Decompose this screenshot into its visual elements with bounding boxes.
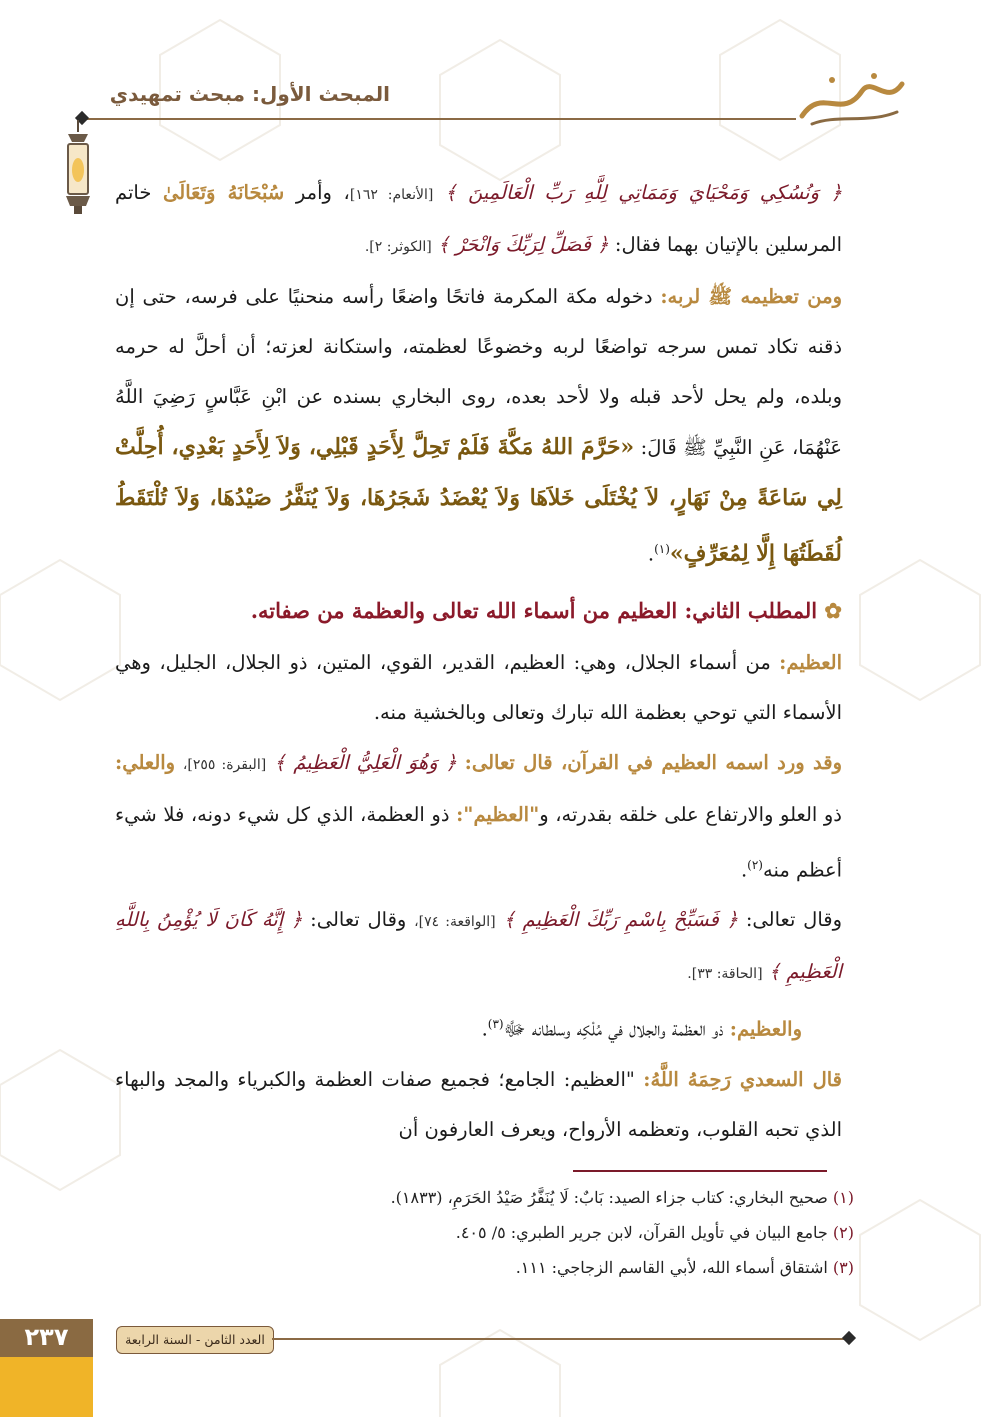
verse-reference: [الأنعام: ١٦٢]	[349, 187, 434, 203]
hadith-quote: «حَرَّمَ اللهُ مَكَّةَ فَلَمْ تَحِلَّ لِأَحَدٍ قَبْلِي، وَلاَ لِأَحَدٍ بَعْدِي، أُحِلَّتْ لِي سَاعَةً مِنْ نَهَارٍ، لاَ يُخْتَلَى خَلاَهَا وَلاَ يُعْضَدُ شَجَرُهَا، وَلاَ يُنَفَّرُ صَيْدُهَا، وَلاَ تُلْتَقَطُ لُقَطَتُهَا إِلَّا لِمُعَرِّفٍ»	[115, 434, 842, 567]
text: وقال تعالى:	[310, 908, 407, 931]
footnote-marker: (٢)	[747, 857, 763, 872]
paragraph-6: والعظيم: ذو العظمة والجلال في مُلْكِه وسلطانه ﷻ$^{(٣)}$.	[481, 1017, 802, 1041]
text: خاتم المرسلين بالإتيان بهما فقال:	[115, 181, 842, 256]
text: دخوله مكة المكرمة فاتحًا واضعًا رأسه منحنيًا على فرسه، حتى إن ذقنه تكاد تمس سرجه تواضعًا لربه وخضوعًا لعظمته، واستكانة لعزته؛ أن أحلَّ له حرمه وبلده، ولم يحل لأحد قبله ولا لأحد بعده، روى البخاري بسنده عن ابْنِ عَبَّاسٍ رَضِيَ اللَّهُ عَنْهُمَا، عَنِ النَّبِيِّ ﷺ قَالَ:	[115, 285, 842, 459]
footnote-item: (١) صحيح البخاري: كتاب جزاء الصيد: بَابٌ: لَا يُنَفَّرُ صَيْدُ الحَرَمِ، (١٨٣٣).	[390, 1188, 854, 1207]
text: من أسماء الجلال، وهي: العظيم، القدير، القوي، المتين، ذو الجلال، الجليل، وهي الأسماء التي توحي بعظمة الله تبارك وتعالى وبالخشية منه.	[115, 650, 842, 724]
verse-reference: [البقرة: ٢٥٥]،	[182, 756, 267, 773]
footnote-item: (٣) اشتقاق أسماء الله، لأبي القاسم الزجاجي: ١١١.	[515, 1258, 854, 1277]
section-title: المبحث الأول: مبحث تمهيدي	[109, 82, 390, 106]
quran-verse: ﴿ وَهُوَ الْعَلِيُّ الْعَظِيمُ ﴾	[273, 750, 457, 774]
paragraph-lead: ومن تعظيمه ﷺ لربه:	[660, 285, 843, 308]
page-header	[0, 60, 1004, 130]
header-rule	[84, 118, 796, 120]
footnote-marker: (٣)	[487, 1017, 504, 1031]
footnote-separator	[573, 1170, 827, 1172]
text: ذو العلو والارتفاع على خلقه بقدرته، و	[539, 802, 842, 826]
quran-verse: ﴿ إِنَّهُ كَانَ لَا يُؤْمِنُ بِاللَّهِ الْعَظِيمِ ﴾	[115, 908, 842, 983]
paragraph-5	[115, 895, 842, 999]
term-label: "العظيم":	[456, 802, 540, 826]
paragraph-7	[115, 1055, 842, 1155]
footnotes	[154, 1180, 854, 1285]
verse-reference: [الواقعة: ٧٤]،	[414, 914, 496, 930]
text: ، وأمر	[295, 181, 350, 204]
issue-label: العدد الثامن - السنة الرابعة	[116, 1326, 274, 1354]
star-ornament-icon: ✿	[824, 597, 842, 623]
text: ذو العظمة والجلال في مُلْكِه وسلطانه ﷻ	[503, 1017, 724, 1041]
paragraph-4: وقد ورد اسمه العظيم في القرآن، قال تعالى: ﴿ وَهُوَ الْعَلِيُّ الْعَظِيمُ ﴾ [البقرة: ٢٥٥]، والعلي: ذو العلو والارتفاع على خلقه بقدرته، و"العظيم": ذو العظمة، الذي كل شيء دونه، فلا شيء أعظم منه$^{(٢)}$.	[115, 750, 843, 881]
footnote-item: (٢) جامع البيان في تأويل القرآن، لابن جرير الطبري: ٥/ ٤٠٥.	[455, 1223, 854, 1242]
article-body	[115, 168, 842, 1155]
footer-diamond-ornament	[842, 1331, 856, 1345]
quran-verse: ﴿ فَصَلِّ لِرَبِّكَ وَانْحَرْ ﴾	[437, 233, 609, 256]
footer-rule	[272, 1338, 850, 1340]
lantern-icon	[60, 120, 96, 220]
term-label: والعلي:	[115, 750, 176, 774]
journal-logo	[792, 66, 912, 130]
text: "العظيم: الجامع؛ فجميع صفات العظمة والكبرياء والمجد والبهاء الذي تحبه القلوب، وتعظمه الأرواح، ويعرف العارفون أن	[115, 1067, 842, 1141]
section-heading: ✿ المطلب الثاني: العظيم من أسماء الله تعالى والعظمة من صفاته.	[250, 597, 842, 623]
quran-verse: ﴿ وَنُسُكِي وَمَحْيَايَ وَمَمَاتِي لِلَّهِ رَبِّ الْعَالَمِينَ ﴾	[445, 181, 843, 204]
text: ذو العظمة، الذي كل شيء دونه، فلا شيء أعظم منه	[115, 802, 842, 881]
verse-reference: [الحاقة: ٣٣].	[687, 966, 763, 982]
paragraph-lead: وقد ورد اسمه العظيم في القرآن، قال تعالى:	[464, 750, 843, 774]
glorification-phrase: سُبْحَانَهُ وَتَعَالَىٰ	[163, 181, 285, 204]
paragraph-2: ومن تعظيمه ﷺ لربه: دخوله مكة المكرمة فاتحًا واضعًا رأسه منحنيًا على فرسه، حتى إن ذقنه تكاد تمس سرجه تواضعًا لربه وخضوعًا لعظمته، واستكانة لعزته؛ أن أحلَّ له حرمه وبلده، ولم يحل لأحد قبله ولا لأحد بعده، روى البخاري بسنده عن ابْنِ عَبَّاسٍ رَضِيَ اللَّهُ عَنْهُمَا، عَنِ النَّبِيِّ ﷺ قَالَ: «حَرَّمَ اللهُ مَكَّةَ فَلَمْ تَحِلَّ لِأَحَدٍ قَبْلِي، وَلاَ لِأَحَدٍ بَعْدِي، أُحِلَّتْ لِي سَاعَةً مِنْ نَهَارٍ، لاَ يُخْتَلَى خَلاَهَا وَلاَ يُعْضَدُ شَجَرُهَا، وَلاَ يُنَفَّرُ صَيْدُهَا، وَلاَ تُلْتَقَطُ لُقَطَتُهَا إِلَّا لِمُعَرِّفٍ»$^{(١)}$.	[115, 285, 843, 567]
footnote-marker: (١)	[654, 542, 670, 556]
paragraph-1	[115, 168, 842, 272]
paragraph-lead: قال السعدي رَحِمَهُ اللَّهُ:	[643, 1067, 843, 1091]
paragraph-lead: والعظيم:	[729, 1017, 802, 1041]
page-number: ٢٣٧	[24, 1323, 69, 1351]
verse-reference: [الكوثر: ٢].	[364, 239, 432, 255]
text: وقال تعالى:	[745, 908, 843, 931]
paragraph-lead: العظيم:	[779, 650, 842, 674]
paragraph-3	[115, 638, 842, 738]
quran-verse: ﴿ فَسَبِّحْ بِاسْمِ رَبِّكَ الْعَظِيمِ ﴾	[503, 908, 739, 931]
